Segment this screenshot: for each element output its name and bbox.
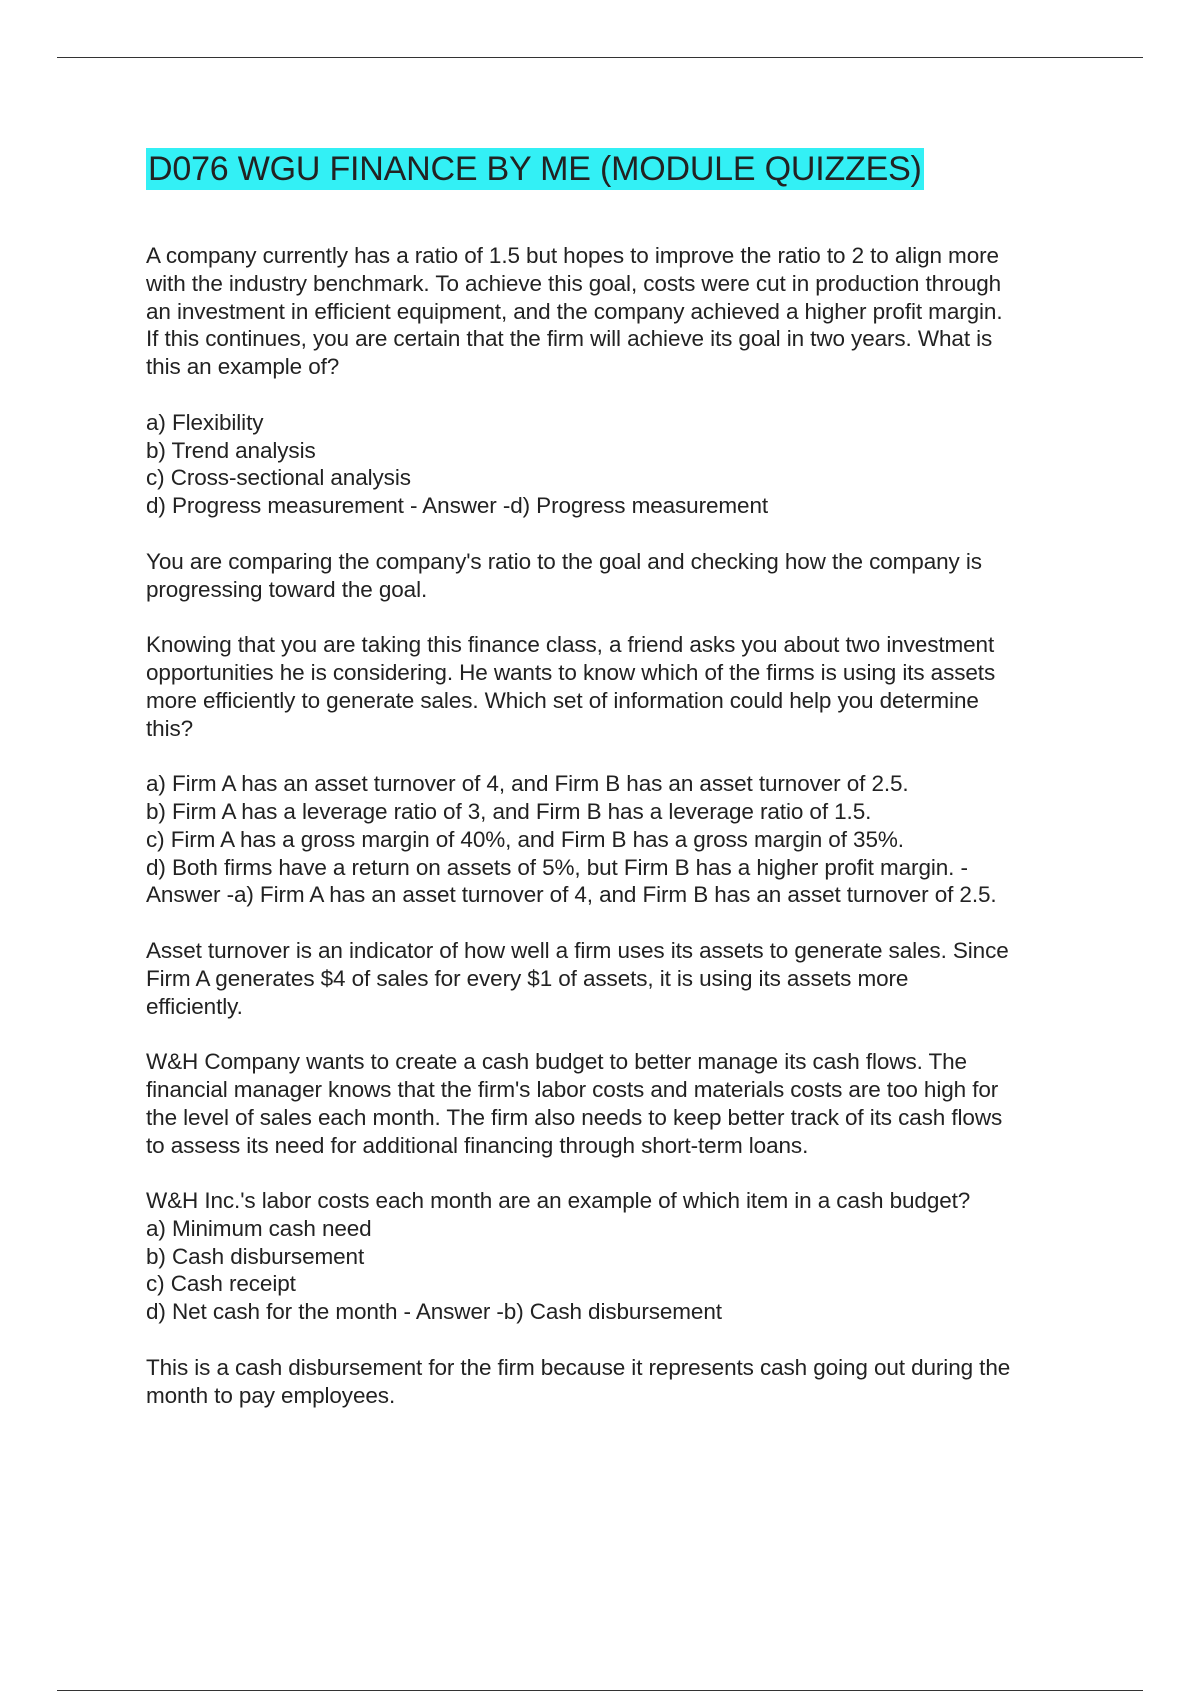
- text-line: d) Both firms have a return on assets of 5%, but Firm B has a higher profit margin. -: [146, 854, 968, 880]
- text-line: financial manager knows that the firm's labor costs and materials costs are too high for: [146, 1076, 999, 1102]
- paragraph: [146, 1048, 1096, 1159]
- text-line: month to pay employees.: [146, 1382, 396, 1408]
- text-line: an investment in efficient equipment, and the company achieved a higher profit margin.: [146, 298, 1003, 324]
- paragraph: [146, 770, 1096, 909]
- text-line: W&H Company wants to create a cash budget to better manage its cash flows. The: [146, 1049, 967, 1075]
- bottom-rule: [57, 1690, 1143, 1691]
- text-line: to assess its need for additional financing through short-term loans.: [146, 1132, 809, 1158]
- document-title: D076 WGU FINANCE BY ME (MODULE QUIZZES): [148, 150, 922, 188]
- paragraph: [146, 242, 1096, 381]
- text-line: the level of sales each month. The firm also needs to keep better track of its cash flows: [146, 1104, 1003, 1130]
- text-line: b) Cash disbursement: [146, 1243, 365, 1269]
- paragraph: [146, 1187, 1096, 1326]
- text-line: d) Net cash for the month - Answer -b) Cash disbursement: [146, 1299, 722, 1325]
- text-line: c) Firm A has a gross margin of 40%, and Firm B has a gross margin of 35%.: [146, 826, 904, 852]
- text-line: Knowing that you are taking this finance class, a friend asks you about two investment: [146, 632, 995, 658]
- text-line: A company currently has a ratio of 1.5 but hopes to improve the ratio to 2 to align more: [146, 243, 999, 268]
- text-line: Asset turnover is an indicator of how well a firm uses its assets to generate sales. Since: [146, 937, 1009, 963]
- text-line: b) Trend analysis: [146, 437, 316, 463]
- text-line: b) Firm A has a leverage ratio of 3, and Firm B has a leverage ratio of 1.5.: [146, 798, 872, 824]
- text-line: If this continues, you are certain that the firm will achieve its goal in two years. What is: [146, 326, 993, 352]
- paragraph: [146, 548, 1096, 604]
- top-rule: [57, 57, 1143, 58]
- text-line: this?: [146, 715, 194, 741]
- paragraph-list: [146, 242, 1096, 1409]
- paragraph: [146, 937, 1096, 1020]
- text-line: Answer -a) Firm A has an asset turnover of 4, and Firm B has an asset turnover of 2.5.: [146, 882, 997, 908]
- text-line: efficiently.: [146, 993, 243, 1019]
- text-line: a) Flexibility: [146, 409, 264, 435]
- text-line: This is a cash disbursement for the firm because it represents cash going out during the: [146, 1354, 1011, 1380]
- text-line: opportunities he is considering. He wants to know which of the firms is using its assets: [146, 659, 996, 685]
- paragraph: [146, 409, 1096, 520]
- text-line: Firm A generates $4 of sales for every $1 of assets, it is using its assets more: [146, 965, 909, 991]
- text-line: W&H Inc.'s labor costs each month are an example of which item in a cash budget?: [146, 1188, 971, 1214]
- text-line: a) Firm A has an asset turnover of 4, and Firm B has an asset turnover of 2.5.: [146, 771, 909, 797]
- text-line: this an example of?: [146, 354, 340, 380]
- text-line: c) Cash receipt: [146, 1271, 296, 1297]
- text-line: more efficiently to generate sales. Which set of information could help you determine: [146, 687, 979, 713]
- paragraph: [146, 631, 1096, 742]
- text-line: a) Minimum cash need: [146, 1215, 372, 1241]
- text-line: You are comparing the company's ratio to the goal and checking how the company is: [146, 548, 982, 574]
- text-line: c) Cross-sectional analysis: [146, 465, 411, 491]
- document-body: [146, 148, 1096, 1437]
- text-line: d) Progress measurement - Answer -d) Progress measurement: [146, 493, 769, 519]
- text-line: with the industry benchmark. To achieve this goal, costs were cut in production through: [146, 270, 1002, 296]
- text-line: progressing toward the goal.: [146, 576, 428, 602]
- paragraph: [146, 1354, 1096, 1410]
